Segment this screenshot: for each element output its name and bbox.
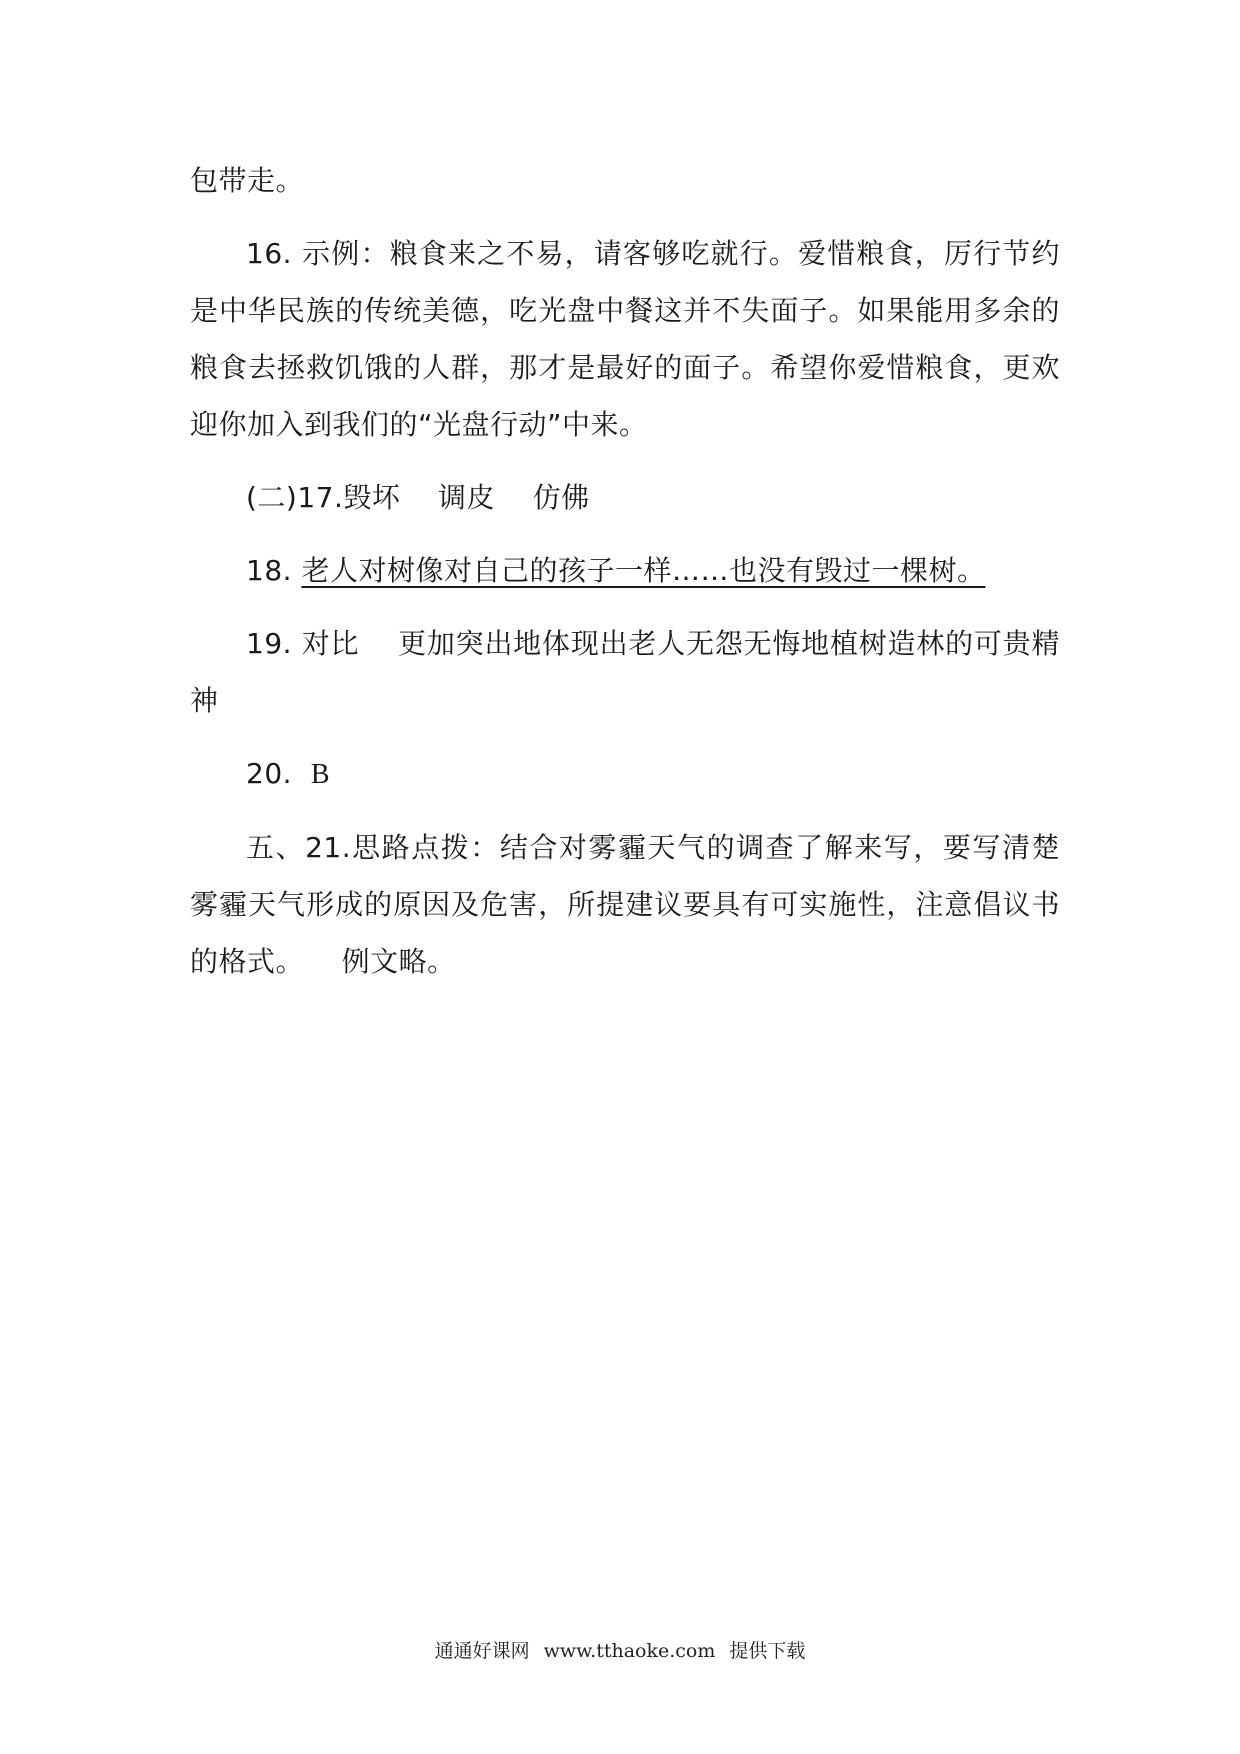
answer-19-term: 对比 bbox=[301, 627, 360, 660]
answer-content bbox=[190, 152, 1060, 990]
answer-21-tail: 例文略。 bbox=[341, 945, 456, 978]
answer-20-number: 20. bbox=[246, 757, 293, 790]
answer-16-text: 示例：粮食来之不易，请客够吃就行。爱惜粮食，厉行节约是中华民族的传统美德，吃光盘中餐这并不失面子。如果能用多余的粮食去拯救饥饿的人群，那才是最好的面子。希望你爱惜粮食，更欢迎你加入到我们的“光盘行动”中来。 bbox=[190, 237, 1060, 441]
answer-17-prefix: (二)17. bbox=[246, 481, 344, 514]
continued-line bbox=[190, 152, 1060, 209]
page-footer bbox=[0, 1636, 1240, 1663]
answer-16-number: 16. bbox=[246, 237, 293, 270]
answer-17-word: 调皮 bbox=[438, 481, 496, 514]
answer-16 bbox=[190, 225, 1060, 453]
answer-20-choice: B bbox=[310, 759, 331, 790]
answer-21-text: 结合对雾霾天气的调查了解来写，要写清楚雾霾天气形成的原因及危害，所提建议要具有可实施性，注意倡议书的格式。 bbox=[190, 831, 1060, 978]
footer-url-link[interactable]: www.tthaoke.com bbox=[543, 1640, 716, 1662]
answer-19 bbox=[190, 615, 1060, 729]
answer-19-text: 更加突出地体现出老人无怨无悔地植树造林的可贵精神 bbox=[190, 627, 1060, 717]
answer-21-label: 思路点拨： bbox=[351, 831, 500, 864]
answer-17-word: 毁坏 bbox=[343, 481, 401, 514]
footer-note: 提供下载 bbox=[729, 1640, 806, 1662]
answer-18-number: 18. bbox=[246, 554, 293, 587]
answer-21 bbox=[190, 819, 1060, 990]
answer-17 bbox=[190, 469, 1060, 526]
answer-20 bbox=[190, 745, 1060, 803]
answer-19-number: 19. bbox=[246, 627, 293, 660]
footer-site-name: 通通好课网 bbox=[434, 1640, 530, 1662]
continued-text: 包带走。 bbox=[190, 164, 305, 197]
answer-18-text: 老人对树像对自己的孩子一样……也没有毁过一棵树。 bbox=[301, 554, 986, 587]
answer-21-prefix: 五、21. bbox=[246, 831, 352, 864]
answer-17-word: 仿佛 bbox=[532, 481, 590, 514]
answer-18 bbox=[190, 542, 1060, 599]
